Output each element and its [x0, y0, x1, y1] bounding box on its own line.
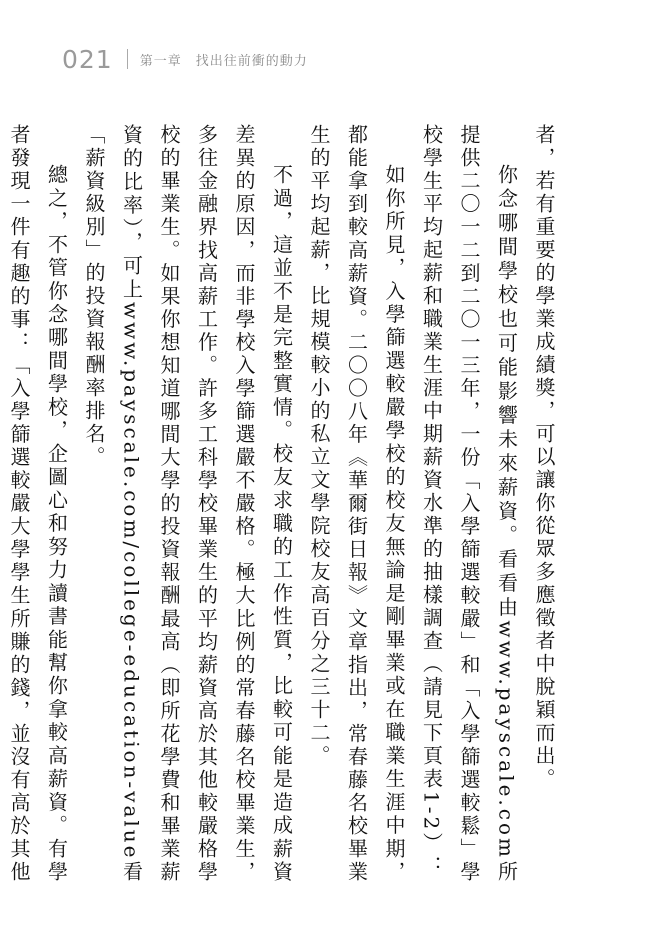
page-number: 021: [62, 44, 113, 74]
paragraph-not-whole-truth: 不過，這並不是完整實情。校友求職的工作性質，比較可能是造成薪資差異的原因，而非學校入學篩選嚴不嚴格。極大比例的常春藤名校畢業生，多往金融界找高薪工作。許多工科學校畢業生的平均薪資高於其他較嚴格學校的畢業生。如果你想知道哪間大學的投資報酬最高（即所花學費和畢業薪資的比率），可上www.payscale.com/college-education-value看「薪資級別」的投資報酬率排名。: [82, 124, 294, 884]
paragraph-conclusion: 總之，不管你念哪間學校，企圖心和努力讀書能幫你拿較高薪資。有學者發現一件有趣的事：「入學篩選較嚴大學學生所賺的錢，並沒有高於其他: [7, 124, 69, 884]
running-header: [62, 44, 308, 74]
chapter-title: 第一章 找出往前衝的動力: [139, 53, 308, 69]
paragraph-selective-schools: 如你所見，入學篩選較嚴學校的校友無論是剛畢業或在職業生涯中期，都能拿到較高薪資。二〇〇八年《華爾街日報》文章指出，常春藤名校畢業生的平均起薪，比規模較小的私立文學院校友高百分之三十二。: [307, 124, 406, 884]
paragraph-continuation: 者，若有重要的學業成績獎，可以讓你從眾多應徵者中脫穎而出。: [532, 124, 556, 791]
paragraph-school-salary: 你念哪間學校也可能影響未來薪資。看看由www.payscale.com所提供二〇一二到二〇一三年，一份「入學篩選較嚴」和「入學篩選較鬆」學校學生平均起薪和職業生涯中期薪資水準的抽樣調查（請見下頁表1-2）：: [419, 124, 519, 884]
body-text: [7, 124, 562, 884]
header-divider: [127, 49, 128, 69]
